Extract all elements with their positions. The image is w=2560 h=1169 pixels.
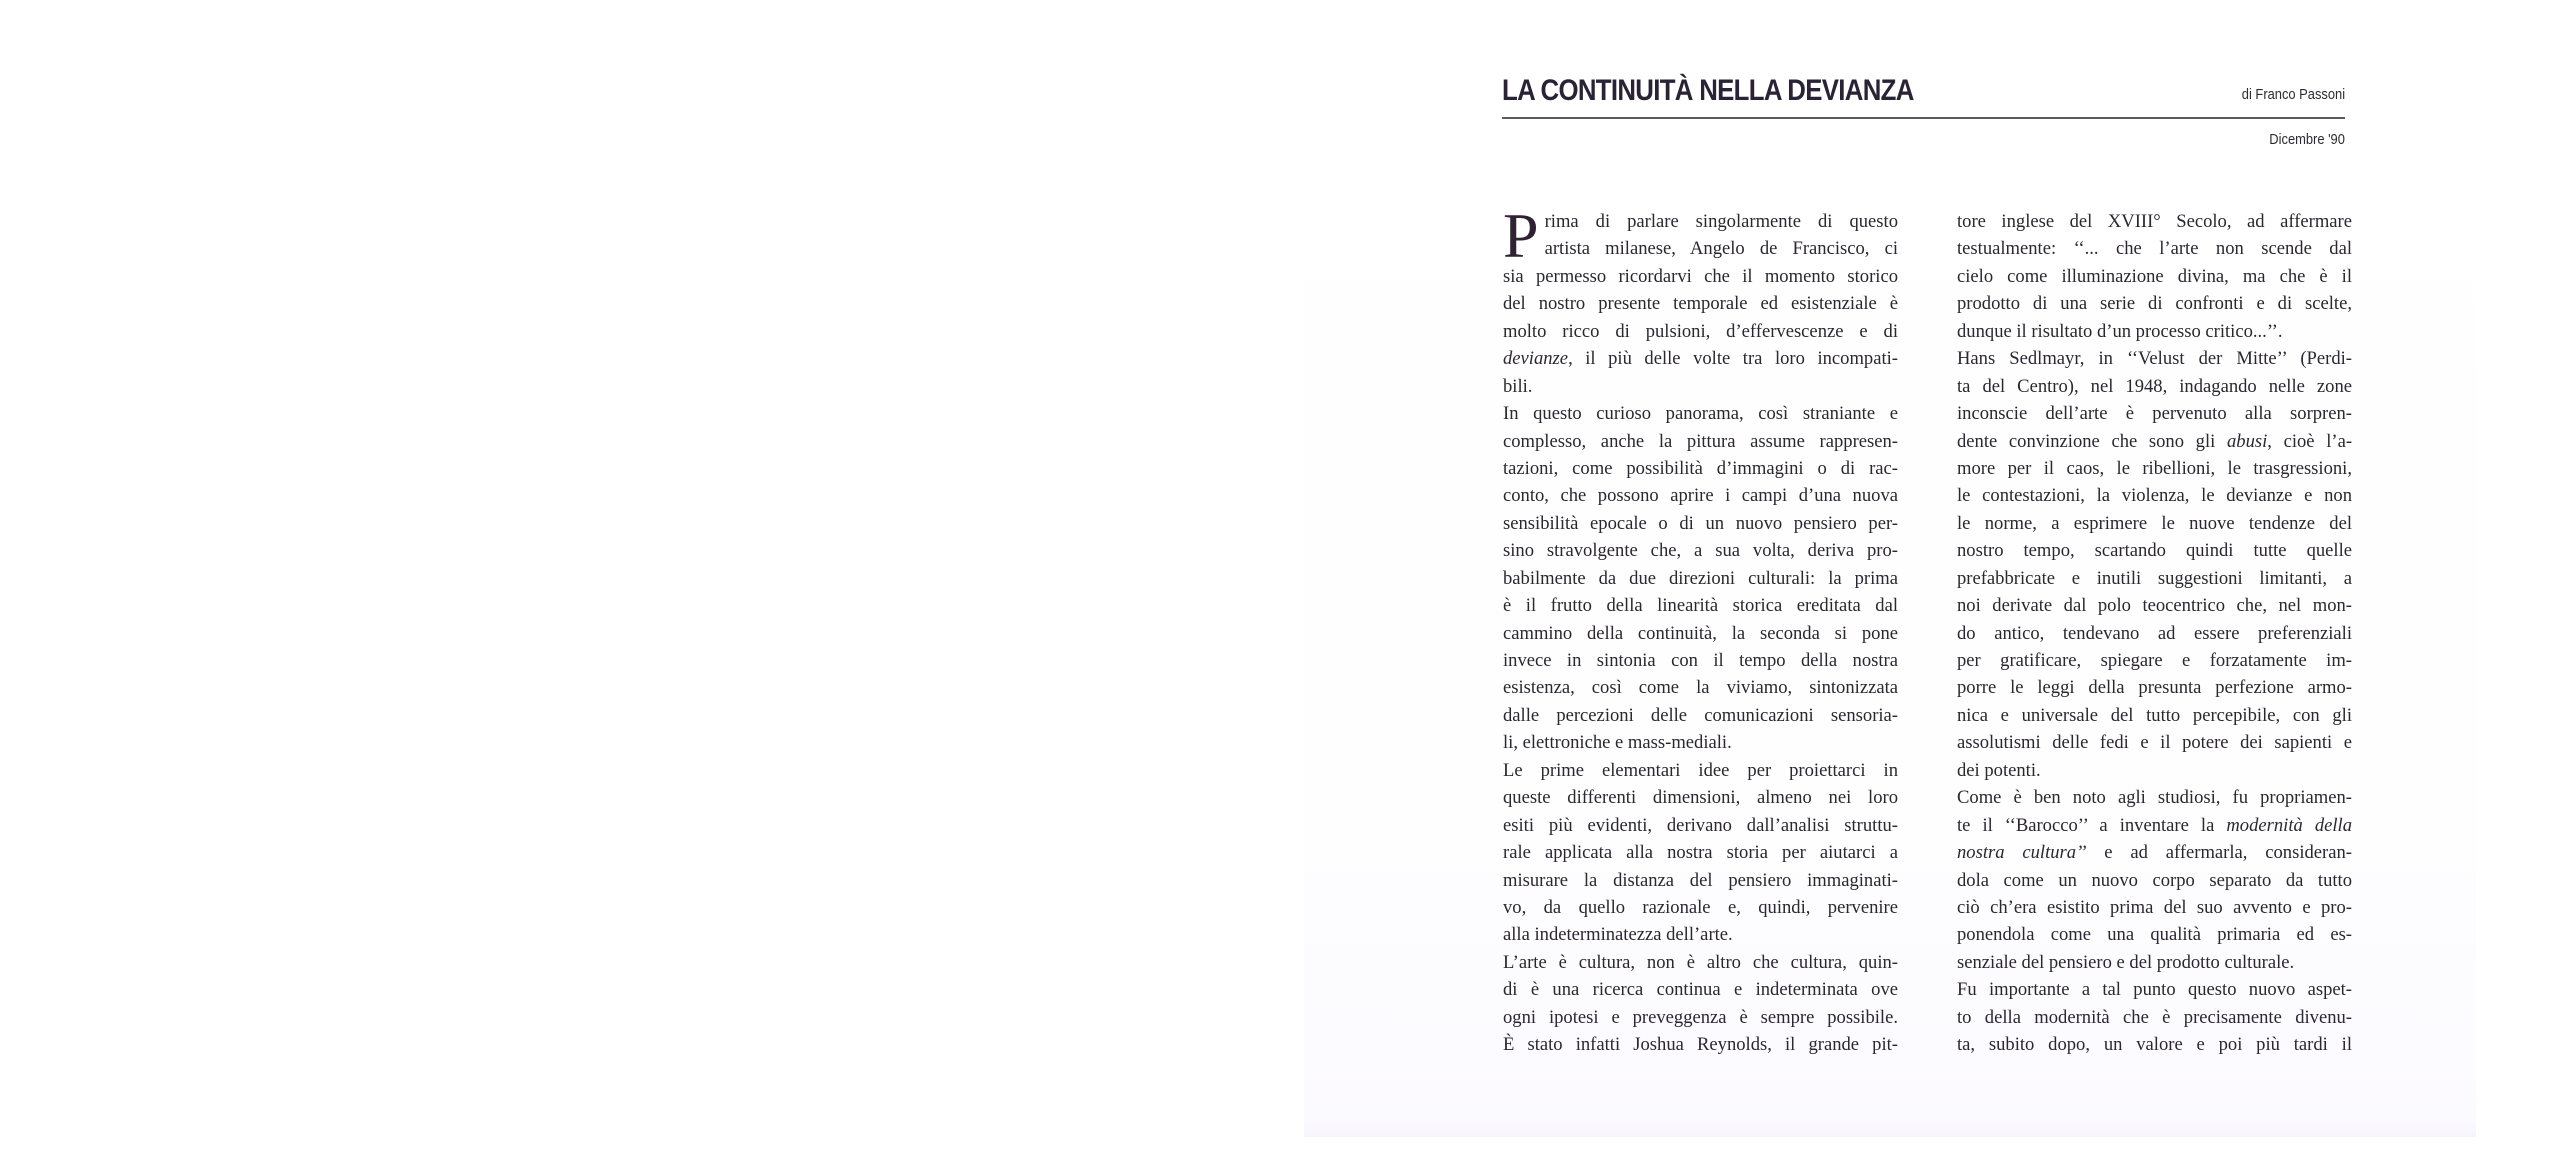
text-run: del nostro presente temporale ed esistenziale è — [1503, 293, 1898, 315]
article-column-left — [1503, 200, 1898, 1059]
text-line — [1503, 290, 1898, 317]
text-run: Le prime elementari idee per proiettarci in — [1503, 759, 1898, 781]
text-run: le norme, a esprimere le nuove tendenze del — [1957, 512, 2352, 534]
text-run: tore inglese del XVIII° Secolo, ad affermare — [1957, 211, 2352, 232]
text-line — [1503, 1031, 1898, 1058]
text-run: L’arte è cultura, non è altro che cultura, quin- — [1503, 951, 1898, 973]
text-line — [1503, 318, 1898, 345]
text-run: Come è ben noto agli studiosi, fu propriamen- — [1957, 787, 2352, 809]
text-line — [1503, 400, 1898, 427]
text-line — [1503, 757, 1898, 784]
text-line — [1957, 263, 2352, 290]
text-line — [1957, 592, 2352, 619]
text-line — [1957, 428, 2352, 455]
text-run: per gratificare, spiegare e forzatamente im- — [1957, 650, 2352, 671]
text-line — [1957, 482, 2352, 509]
text-run: dente convinzione che sono gli — [1957, 430, 2227, 452]
text-run: esiti più evidenti, derivano dall’analisi struttu- — [1503, 814, 1898, 836]
text-line — [1957, 373, 2352, 400]
article-date: Dicembre '90 — [2269, 131, 2345, 148]
text-line — [1957, 867, 2352, 894]
text-line — [1957, 894, 2352, 921]
text-run: rima di parlare singolarmente di questo — [1544, 211, 1898, 232]
text-line — [1503, 565, 1898, 592]
text-line — [1503, 702, 1898, 729]
text-run: Fu importante a tal punto questo nuovo aspet- — [1957, 979, 2352, 1001]
text-line — [1503, 345, 1898, 372]
text-line — [1503, 620, 1898, 647]
text-run: ta del Centro), nel 1948, indagando nelle zone — [1957, 375, 2352, 397]
text-line — [1957, 537, 2352, 564]
text-line — [1957, 784, 2352, 811]
text-line — [1957, 812, 2352, 839]
text-line — [1957, 921, 2352, 948]
text-run: complesso, anche la pittura assume rappresen- — [1503, 430, 1898, 452]
text-line — [1503, 373, 1898, 400]
text-run: invece in sintonia con il tempo della nostra — [1503, 650, 1898, 671]
text-line — [1957, 949, 2352, 976]
text-line — [1503, 510, 1898, 537]
text-line — [1503, 263, 1898, 290]
text-line — [1957, 839, 2352, 866]
text-run: senziale del pensiero e del prodotto culturale. — [1957, 951, 2295, 973]
text-run: alla indeterminatezza dell’arte. — [1503, 924, 1733, 946]
text-line — [1957, 345, 2352, 372]
text-run: tazioni, come possibilità d’immagini o di rac- — [1503, 457, 1898, 479]
text-line — [1503, 235, 1898, 262]
text-run: In questo curioso panorama, così straniante e — [1503, 403, 1898, 425]
text-line — [1503, 729, 1898, 756]
text-run: esistenza, così come la viviamo, sintonizzata — [1503, 677, 1898, 699]
text-run: prodotto di una serie di confronti e di scelte, — [1957, 293, 2352, 315]
text-line — [1503, 867, 1898, 894]
text-run: cammino della continuità, la seconda si pone — [1503, 622, 1898, 644]
text-line — [1503, 537, 1898, 564]
text-line — [1957, 729, 2352, 756]
text-line — [1957, 235, 2352, 262]
text-line — [1957, 565, 2352, 592]
title-rule — [1502, 117, 2345, 119]
text-run: noi derivate dal polo teocentrico che, nel mon- — [1957, 595, 2352, 617]
text-run: ta, subito dopo, un valore e poi più tardi il — [1957, 1034, 2352, 1056]
text-run: artista milanese, Angelo de Francisco, ci — [1544, 238, 1898, 260]
text-line — [1957, 1031, 2352, 1058]
text-run: assolutismi delle fedi e il potere dei sapienti e — [1957, 732, 2352, 754]
text-run: vo, da quello razionale e, quindi, pervenire — [1503, 896, 1898, 918]
text-run: sensibilità epocale o di un nuovo pensiero per- — [1503, 512, 1898, 534]
text-line — [1503, 647, 1898, 674]
article-title: LA CONTINUITÀ NELLA DEVIANZA — [1502, 74, 1914, 107]
text-line — [1503, 812, 1898, 839]
text-line — [1503, 482, 1898, 509]
text-run: ponendola come una qualità primaria ed es- — [1957, 924, 2352, 946]
text-line — [1503, 976, 1898, 1003]
text-run: nostro tempo, scartando quindi tutte quelle — [1957, 540, 2352, 562]
italic-text-run: modernità della — [2226, 814, 2353, 836]
text-line — [1957, 620, 2352, 647]
text-run: bili. — [1503, 375, 1533, 397]
text-run: inconscie dell’arte è pervenuto alla sorpren- — [1957, 403, 2352, 425]
text-line — [1957, 318, 2352, 345]
text-run: e ad affermarla, consideran- — [2086, 842, 2352, 864]
text-run: le contestazioni, la violenza, le devianze e non — [1957, 485, 2352, 507]
text-line — [1957, 1004, 2352, 1031]
text-run: misurare la distanza del pensiero immaginati- — [1503, 869, 1898, 891]
text-run: è il frutto della linearità storica ereditata dal — [1503, 595, 1898, 617]
text-line — [1957, 510, 2352, 537]
text-line — [1503, 428, 1898, 455]
text-run: more per il caos, le ribellioni, le trasgressioni, — [1957, 457, 2352, 479]
text-line — [1503, 592, 1898, 619]
text-line — [1503, 949, 1898, 976]
text-run: di è una ricerca continua e indeterminata ove — [1503, 979, 1898, 1001]
text-line — [1957, 290, 2352, 317]
page-bottom-edge — [1304, 1118, 2476, 1137]
text-run: È stato infatti Joshua Reynolds, il grande pit- — [1503, 1034, 1898, 1056]
drop-cap: P — [1503, 200, 1539, 271]
text-run: ogni ipotesi e preveggenza è sempre possibile. — [1503, 1006, 1898, 1028]
text-run: sia permesso ricordarvi che il momento storico — [1503, 265, 1898, 287]
text-run: prefabbricate e inutili suggestioni limitanti, a — [1957, 567, 2352, 589]
text-run: dalle percezioni delle comunicazioni sensoria- — [1503, 704, 1898, 726]
italic-text-run: abusi — [2226, 430, 2268, 452]
text-run: do antico, tendevano ad essere preferenziali — [1957, 622, 2352, 644]
text-run: li, elettroniche e mass-mediali. — [1503, 732, 1732, 754]
text-run: Hans Sedlmayr, in ‘‘Velust der Mitte’’ (Perdi- — [1957, 348, 2352, 370]
text-run: dola come un nuovo corpo separato da tutto — [1957, 869, 2352, 891]
text-run: rale applicata alla nostra storia per aiutarci a — [1503, 842, 1898, 864]
text-line — [1957, 647, 2352, 674]
text-line — [1957, 400, 2352, 427]
text-run: ciò ch’era esistito prima del suo avvento e pro- — [1957, 896, 2352, 918]
text-line — [1957, 455, 2352, 482]
text-run: testualmente: ‘‘... che l’arte non scende dal — [1957, 238, 2352, 260]
text-run: sino stravolgente che, a sua volta, deriva pro- — [1503, 540, 1898, 562]
text-run: dei potenti. — [1957, 759, 2041, 781]
text-line — [1503, 208, 1898, 235]
text-run: , il più delle volte tra loro incompati- — [1568, 348, 1898, 370]
text-line — [1957, 702, 2352, 729]
text-line — [1503, 921, 1898, 948]
text-run: te il ‘‘Barocco’’ a inventare la — [1957, 814, 2227, 836]
text-line — [1503, 674, 1898, 701]
text-line — [1957, 208, 2352, 235]
text-line — [1503, 839, 1898, 866]
text-run: dunque il risultato d’un processo critico...’’. — [1957, 320, 2283, 342]
right-column-lines — [1957, 208, 2352, 1059]
text-run: , cioè l’a- — [2267, 430, 2353, 452]
left-column-lines — [1503, 200, 1898, 1059]
text-run: babilmente da due direzioni culturali: la prima — [1503, 567, 1898, 589]
text-run: queste differenti dimensioni, almeno nei loro — [1503, 787, 1898, 809]
text-run: nica e universale del tutto percepibile, con gli — [1957, 704, 2352, 726]
text-run: molto ricco di pulsioni, d’effervescenze e di — [1503, 320, 1898, 342]
text-run: to della modernità che è precisamente divenu- — [1957, 1006, 2352, 1028]
text-line — [1503, 784, 1898, 811]
italic-text-run: devianze — [1503, 348, 1569, 370]
text-line — [1957, 757, 2352, 784]
text-line — [1503, 894, 1898, 921]
article-author: di Franco Passoni — [2241, 86, 2345, 103]
article-column-right — [1957, 208, 2352, 1059]
text-run: cielo come illuminazione divina, ma che è il — [1957, 265, 2352, 287]
text-run: porre le leggi della presunta perfezione armo- — [1957, 677, 2352, 699]
text-line — [1957, 976, 2352, 1003]
text-line — [1503, 1004, 1898, 1031]
text-line — [1503, 455, 1898, 482]
text-run: conto, che possono aprire i campi d’una nuova — [1503, 485, 1898, 507]
italic-text-run: nostra cultura’’ — [1957, 842, 2087, 864]
text-line — [1957, 674, 2352, 701]
